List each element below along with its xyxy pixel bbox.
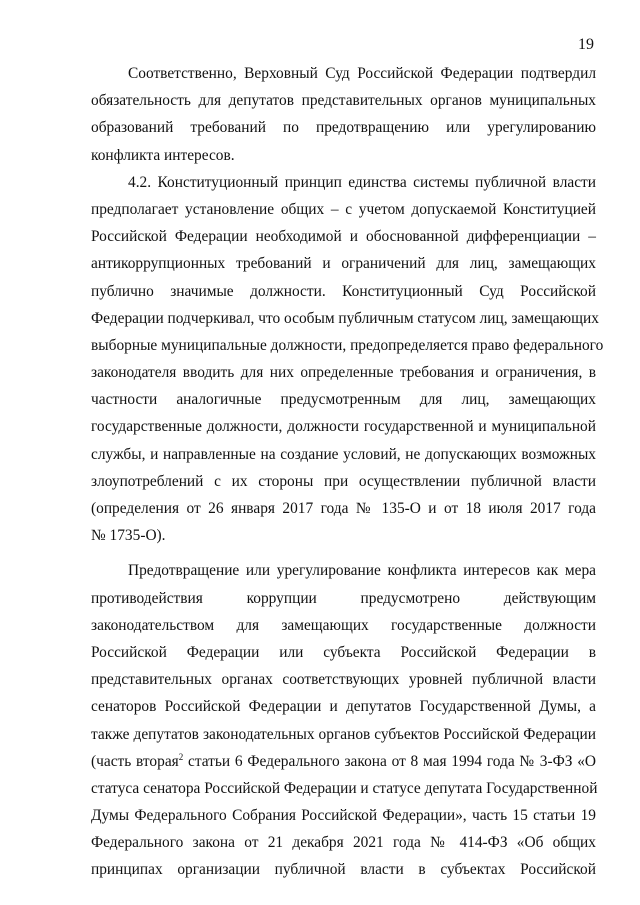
body-text — [91, 60, 604, 884]
text-line: 4.2. Конституционный принцип единства системы публичной власти — [128, 173, 596, 191]
text-line: противодействия коррупции предусмотрено действующим — [91, 589, 596, 607]
text-line-with-footnote — [91, 748, 596, 775]
text-line: законодательством для замещающих государственные должности — [91, 616, 596, 634]
paragraph-1 — [91, 60, 596, 169]
text-line: конфликта интересов. — [91, 146, 235, 164]
text-line: публично значимые должности. Конституционный Суд Российской — [91, 282, 596, 300]
text-line: злоупотреблений с их стороны при осуществлении публичной власти — [91, 472, 596, 490]
text-line: образований требований по предотвращению или урегулированию — [91, 119, 596, 137]
text-line: сенаторов Российской Федерации и депутатов Государственной Думы, а — [91, 698, 596, 716]
paragraph-2 — [91, 169, 604, 550]
text-line: законодателя вводить для них определенные требования и ограничения, в — [91, 364, 596, 382]
footnote-marker: 2 — [178, 751, 184, 762]
text-line: государственные должности, должности государственной и муниципальной — [91, 418, 596, 436]
text-line: Думы Федерального Собрания Российской Федерации», часть 15 статьи 19 — [91, 807, 596, 825]
text-fragment: (часть вторая — [91, 752, 179, 770]
text-line: выборные муниципальные должности, предопределяется право федерального — [91, 336, 604, 354]
text-line: Российской Федерации необходимой и обоснованной дифференциации – — [91, 228, 596, 246]
text-line: частности аналогичные предусмотренным для лиц, замещающих — [91, 391, 596, 409]
text-fragment: статьи 6 Федерального закона от 8 мая 1994 года № 3-ФЗ «О — [183, 752, 596, 770]
text-line: принципах организации публичной власти в субъектах Российской — [91, 861, 596, 879]
text-line: статуса сенатора Российской Федерации и статусе депутата Государственной — [91, 779, 598, 797]
text-line: также депутатов законодательных органов субъектов Российской Федерации — [91, 725, 596, 743]
page-number: 19 — [578, 36, 594, 53]
text-line: Федерации подчеркивал, что особым публичным статусом лиц, замещающих — [91, 309, 599, 327]
text-line: Предотвращение или урегулирование конфликта интересов как мера — [128, 562, 596, 580]
text-line: обязательность для депутатов представительных органов муниципальных — [91, 92, 596, 110]
text-line: Соответственно, Верховный Суд Российской Федерации подтвердил — [128, 65, 596, 82]
text-line: антикоррупционных требований и ограничений для лиц, замещающих — [91, 255, 596, 273]
text-line: Российской Федерации или субъекта Российской Федерации в — [91, 643, 596, 661]
text-line: Федерального закона от 21 декабря 2021 года № 414-ФЗ «Об общих — [91, 834, 596, 852]
paragraph-3 — [91, 557, 596, 883]
text-line: № 1735-О). — [91, 527, 166, 545]
text-line: предполагает установление общих – с учетом допускаемой Конституцией — [91, 200, 596, 218]
text-line: службы, и направленные на создание условий, не допускающих возможных — [91, 445, 596, 463]
text-line: (определения от 26 января 2017 года № 135-О и от 18 июля 2017 года — [91, 500, 596, 517]
paragraph-gap — [91, 549, 596, 557]
text-line: представительных органах соответствующих уровней публичной власти — [91, 671, 596, 689]
